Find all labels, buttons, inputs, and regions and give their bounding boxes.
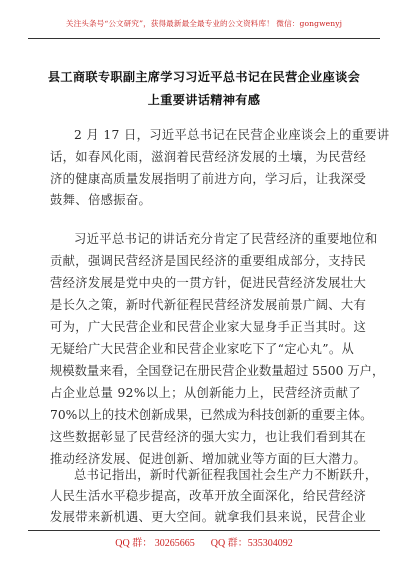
body-line: 推动经济发展、促进创新、增加就业等方面的巨大潜力。 <box>50 452 367 466</box>
footer-divider <box>28 530 380 531</box>
body-line: 2 月 17 日，习近平总书记在民营企业座谈会上的重要讲 <box>74 128 390 142</box>
body-line: 这些数据彰显了民营经济的强大实力，也让我们看到其在 <box>50 430 367 444</box>
qq-group-1: QQ 群： 30265665 <box>115 538 195 549</box>
document-title-line-1: 县工商联专职副主席学习习近平总书记在民营企业座谈会 <box>47 70 361 84</box>
body-line: 是长久之策，新时代新征程民营经济发展前景广阔、大有 <box>50 298 367 312</box>
header-divider <box>28 38 380 39</box>
body-line: 可为，广大民营企业和民营企业家大显身手正当其时。这 <box>50 320 367 334</box>
qq-group-2: QQ 群：535304092 <box>210 538 293 549</box>
body-line: 贡献，强调民营经济是国民经济的重要组成部分，支持民 <box>50 254 367 268</box>
body-line: 发展带来新机遇、更大空间。就拿我们县来说，民营企业 <box>50 510 367 524</box>
page-header: 关注头条号“公文研究”，获得最新最全最专业的公文资料库！ 微信：gongwenyj <box>65 19 343 28</box>
body-line: 无疑给广大民营企业和民营企业家吃下了“定心丸”。从 <box>50 342 355 356</box>
document-title-line-2: 上重要讲话精神有感 <box>147 93 261 107</box>
body-line: 规模数量来看，全国登记在册民营企业数量超过 5500 万户， <box>50 364 385 378</box>
body-line: 习近平总书记的讲话充分肯定了民营经济的重要地位和 <box>74 232 378 246</box>
body-line: 营经济发展是党中央的一贯方针，促进民营经济发展壮大 <box>50 276 367 290</box>
body-line: 话，如春风化雨，滋润着民营经济发展的土壤，为民营经 <box>50 150 367 164</box>
body-line: 鼓舞、倍感振奋。 <box>50 193 152 207</box>
body-line: 占企业总量 92%以上；从创新能力上，民营经济贡献了 <box>50 386 361 400</box>
body-line: 70%以上的技术创新成果，已然成为科技创新的重要主体。 <box>50 408 373 422</box>
body-line: 总书记指出，新时代新征程我国社会生产力不断跃升， <box>74 468 378 482</box>
body-line: 人民生活水平稳步提高，改革开放全面深化，给民营经济 <box>50 489 367 503</box>
body-line: 济的健康高质量发展指明了前进方向，学习后，让我深受 <box>50 172 367 186</box>
page-footer <box>28 534 380 549</box>
